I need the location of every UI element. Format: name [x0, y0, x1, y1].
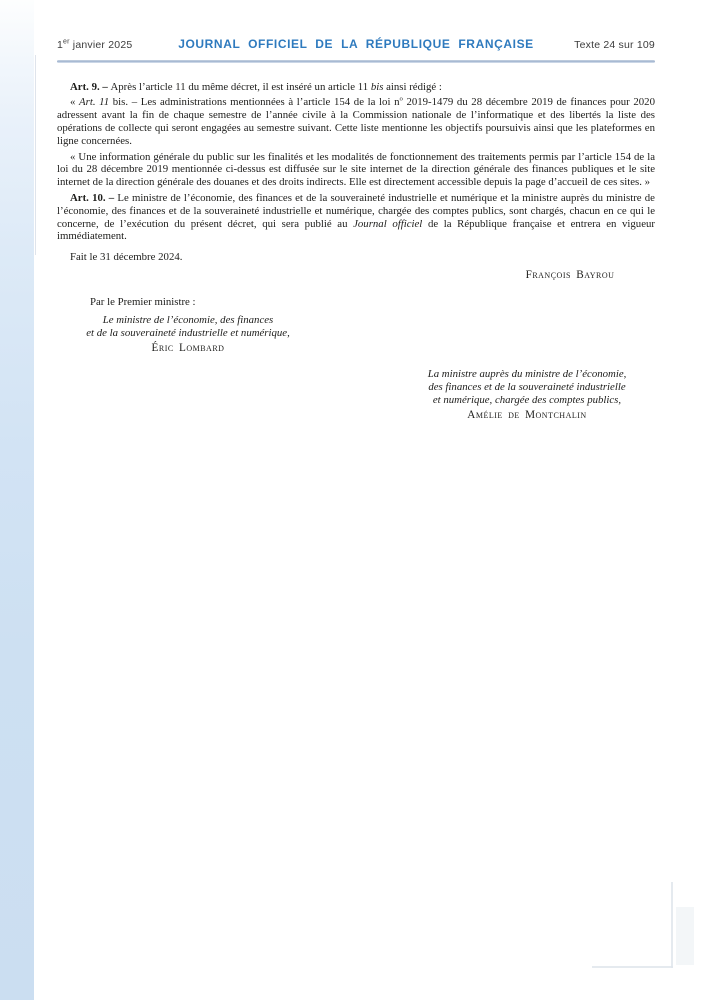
scan-left-band [0, 0, 34, 1000]
signature-minister-economy [57, 314, 319, 355]
minister-title-line: et de la souveraineté industrielle et numérique, [86, 327, 290, 340]
signature-premier-ministre: François Bayrou [525, 269, 615, 282]
paragraph: Art. 9. – Après l’article 11 du même décret, il est inséré un article 11 bis ainsi rédigé : [70, 81, 442, 93]
signature-eric-lombard: Éric Lombard [151, 342, 225, 355]
minister-title-line: des finances et de la souveraineté industrielle [428, 381, 626, 394]
page-edge-left [35, 55, 36, 255]
texte-reference: Texte 24 sur 109 [574, 39, 655, 51]
issue-date [57, 39, 178, 51]
page-edge-shadow-bar [676, 907, 694, 965]
minister-title-line: et numérique, chargée des comptes publics, [432, 394, 622, 407]
signature-amelie-de-montchalin: Amélie de Montchalin [467, 409, 587, 422]
page-header [57, 0, 655, 51]
journal-title: JOURNAL OFFICIEL DE LA RÉPUBLIQUE FRANÇAISE [178, 37, 534, 51]
paragraph: Fait le 31 décembre 2024. [70, 251, 183, 264]
article-body [57, 81, 655, 264]
paragraph: « Une information générale du public sur les finalités et les modalités de fonctionnement des traitements permis par l’article 154 de la loi du 28 décembre 2019 mentionnée ci-dessus est diffusée sur le site internet de la direction générale des finances publiques et le site internet de la direction générale des douanes et des droits indirects. Elle est directement accessible depuis la page d’accueil de ces sites. » [57, 150, 655, 189]
page-content [57, 0, 655, 422]
paragraph: « Art. 11 bis. – Les administrations mentionnées à l’article 154 de la loi $n^o$ 2019-1479 du 28 décembre 2019 de finances pour 2020 adressent avant la fin de chaque semestre de l’année civile à la Commission nationale de l’informatique et des libertés la liste des opérations de collecte qui seront engagées au semestre suivant. Cette liste mentionne les objectifs poursuivis ainsi que les plateformes en ligne concernées. [57, 95, 655, 148]
minister-title-line: Le ministre de l’économie, des finances [102, 314, 274, 327]
issue-date-ordinal: er [63, 38, 70, 46]
paragraph: Art. 10. – Le ministre de l’économie, des finances et de la souveraineté industrielle et numérique et la ministre auprès du ministre de l’économie, des finances et de la souveraineté industrielle et numérique, chargée des comptes publics, sont chargés, chacun en ce qui le concerne, de l’exécution du présent décret, qui sera publié au Journal officiel de la République française et entrera en vigueur immédiatement. [57, 191, 655, 243]
par-le-premier-ministre-label: Par le Premier ministre : [90, 296, 196, 309]
issue-date-rest: janvier 2025 [69, 39, 133, 51]
issue-date-number: 1 [57, 39, 64, 51]
minister-title-line: La ministre auprès du ministre de l’économie, [427, 368, 627, 381]
page-edge-bottom [592, 966, 673, 968]
signature-minister-public-accounts [393, 368, 661, 422]
page-edge-right [671, 882, 673, 968]
header-rule [57, 60, 655, 63]
